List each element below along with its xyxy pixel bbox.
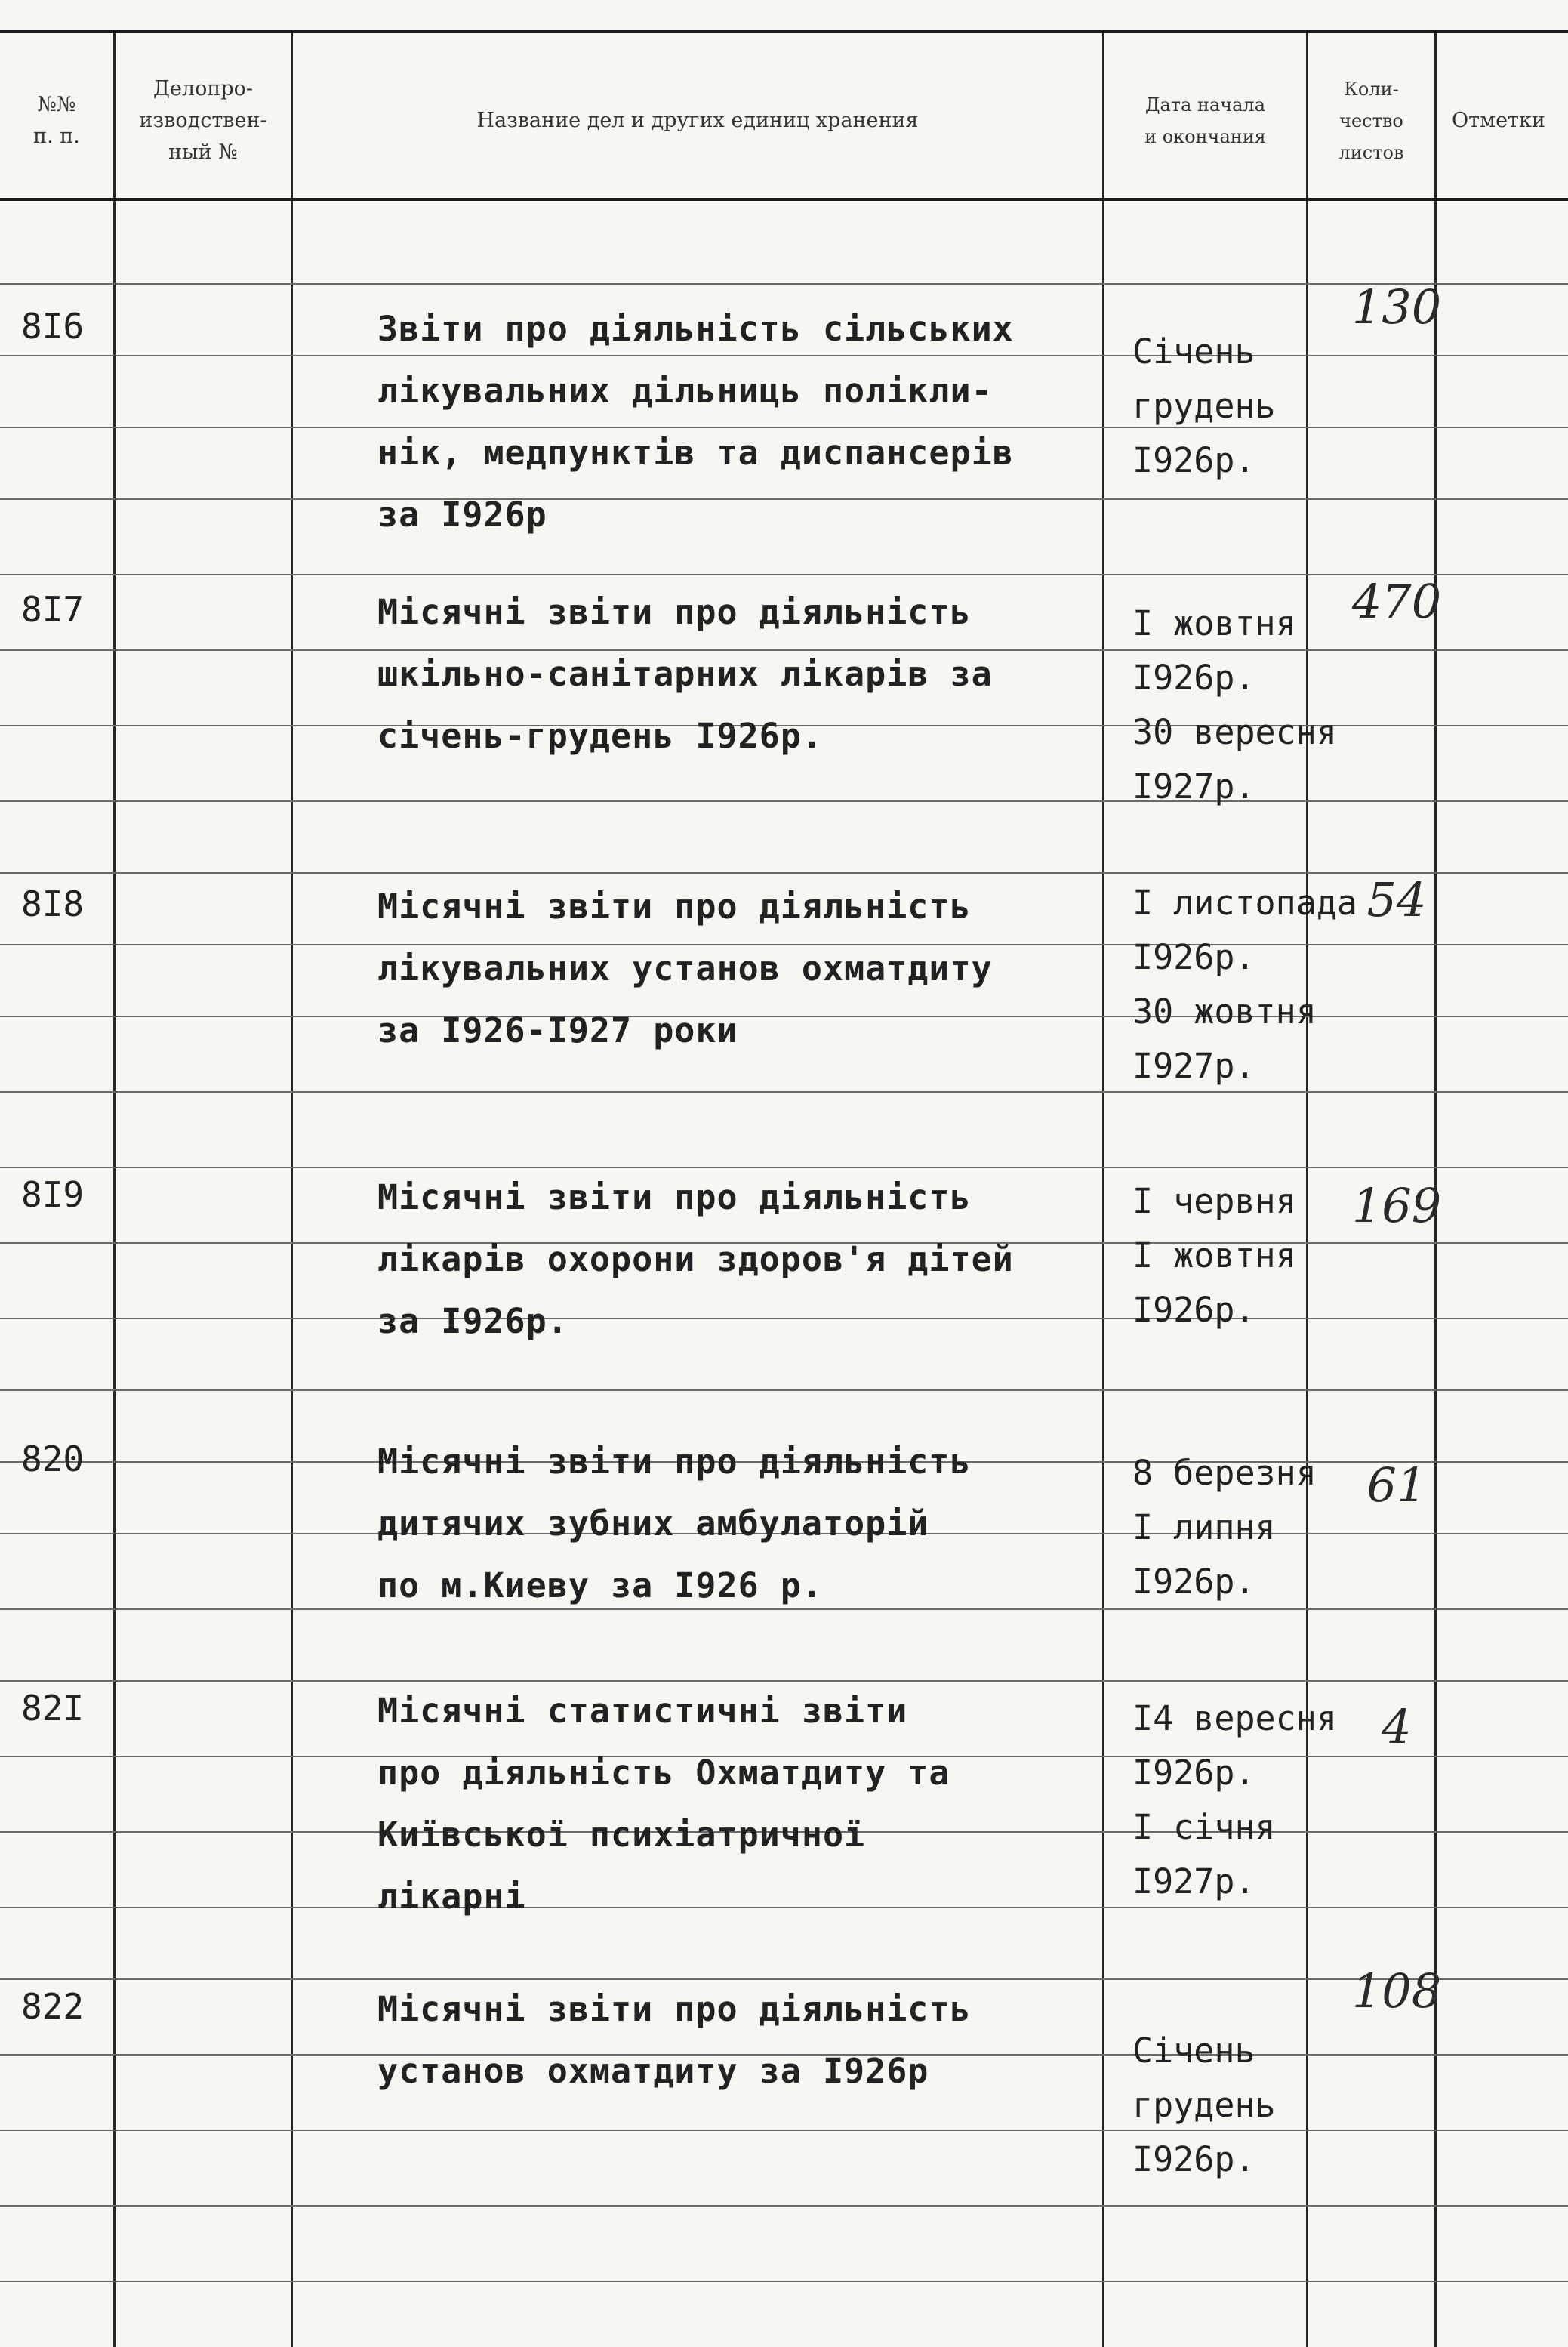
record-date-line: 30 вересня <box>1132 712 1337 752</box>
record-sheet-count: 169 <box>1351 1178 1442 1233</box>
record-sheet-count: 4 <box>1382 1699 1412 1754</box>
record-number: 8I8 <box>21 884 85 924</box>
record-dates <box>1132 1692 1359 1909</box>
record-date-line: I926р. <box>1132 440 1255 480</box>
column-rule <box>1102 30 1104 2347</box>
record-title <box>377 581 1102 767</box>
record-title-line: Місячні звіти про діяльність <box>377 1177 972 1217</box>
record-date-line: I4 вересня <box>1132 1698 1337 1738</box>
record-title-line: Місячні звіти про діяльність <box>377 592 972 632</box>
record-title <box>377 1978 1102 2102</box>
record-dates <box>1132 876 1359 1093</box>
record-number: 8I7 <box>21 589 85 630</box>
record-date-line: I926р. <box>1132 2139 1255 2179</box>
record-dates <box>1132 325 1359 488</box>
record-title-line: лікарів охорони здоров'я дітей <box>377 1239 1014 1279</box>
record-date-line: I926р. <box>1132 1562 1255 1602</box>
row-rule <box>0 2205 1568 2207</box>
row-rule <box>0 1389 1568 1391</box>
record-date-line: 30 жовтня <box>1132 992 1317 1032</box>
record-number: 822 <box>21 1986 85 2027</box>
record-sheet-count: 470 <box>1351 574 1442 629</box>
record-date-line: Січень <box>1132 332 1255 372</box>
record-title-line: Київської психіатричної <box>377 1815 866 1855</box>
header-office-number: Делопро- изводствен- ный № <box>139 77 267 164</box>
record-date-line: грудень <box>1132 2085 1276 2125</box>
record-title-line: нік, медпунктів та диспансерів <box>377 433 1014 473</box>
header-top-rule <box>0 30 1568 33</box>
record-date-line: I927р. <box>1132 766 1255 806</box>
record-title-line: лікарні <box>377 1877 526 1917</box>
record-number: 8I9 <box>21 1174 85 1215</box>
record-date-line: 8 березня <box>1132 1453 1317 1493</box>
record-title-line: січень-грудень I926р. <box>377 716 823 756</box>
record-title-line: про діяльність Охматдиту та <box>377 1753 950 1793</box>
record-number: 8I6 <box>21 306 85 347</box>
record-title <box>377 1431 1102 1617</box>
record-dates <box>1132 597 1359 814</box>
record-title-line: лікувальних дільниць полікли- <box>377 371 993 411</box>
record-title-line: Місячні звіти про діяльність <box>377 1989 972 2029</box>
record-title-line: по м.Киеву за I926 р. <box>377 1565 823 1605</box>
record-title-line: Звіти про діяльність сільських <box>377 309 1014 349</box>
row-rule <box>0 2281 1568 2282</box>
record-sheet-count: 108 <box>1351 1963 1442 2019</box>
record-date-line: I927р. <box>1132 1046 1255 1086</box>
record-dates <box>1132 2024 1359 2187</box>
record-title-line: за I926р. <box>377 1301 568 1341</box>
header-notes: Отметки <box>1452 109 1545 132</box>
header-title: Название дел и других единиц хранения <box>476 109 919 132</box>
header-dates: Дата начала и окончания <box>1144 94 1266 147</box>
record-date-line: Січень <box>1132 2031 1255 2071</box>
record-title-line: Місячні звіти про діяльність <box>377 887 972 927</box>
column-rule <box>113 30 116 2347</box>
record-date-line: I липня <box>1132 1507 1276 1547</box>
record-sheet-count: 61 <box>1366 1457 1427 1513</box>
record-date-line: I січня <box>1132 1807 1276 1847</box>
record-title-line: за I926-I927 роки <box>377 1010 738 1050</box>
record-date-line: I жовтня <box>1132 1235 1296 1275</box>
record-title <box>377 1167 1102 1352</box>
record-title-line: дитячих зубних амбулаторій <box>377 1503 929 1544</box>
record-title-line: Місячні звіти про діяльність <box>377 1442 972 1482</box>
header-count: Коли- чество листов <box>1338 79 1404 163</box>
header-number: №№ п. п. <box>33 93 80 148</box>
record-title-line: лікувальних установ охматдиту <box>377 948 993 988</box>
record-title <box>377 1680 1102 1928</box>
record-sheet-count: 54 <box>1366 872 1427 927</box>
record-date-line: I926р. <box>1132 1290 1255 1330</box>
record-date-line: грудень <box>1132 386 1276 426</box>
record-number: 82I <box>21 1688 85 1729</box>
record-title-line: Місячні статистичні звіти <box>377 1691 908 1731</box>
record-date-line: I926р. <box>1132 1753 1255 1793</box>
record-date-line: I жовтня <box>1132 603 1296 643</box>
record-title-line: установ охматдиту за I926р <box>377 2051 929 2091</box>
record-date-line: I926р. <box>1132 937 1255 977</box>
record-date-line: I червня <box>1132 1181 1296 1221</box>
record-date-line: I926р. <box>1132 658 1255 698</box>
record-number: 820 <box>21 1439 85 1479</box>
column-rule <box>291 30 293 2347</box>
record-date-line: I927р. <box>1132 1861 1255 1901</box>
record-sheet-count: 130 <box>1351 279 1442 335</box>
record-title <box>377 876 1102 1062</box>
record-dates <box>1132 1174 1359 1337</box>
header-bottom-rule <box>0 198 1568 201</box>
record-dates <box>1132 1446 1359 1609</box>
record-date-line: I листопада <box>1132 883 1358 923</box>
record-title-line: за I926р <box>377 495 547 535</box>
record-title-line: шкільно-санітарних лікарів за <box>377 654 993 694</box>
record-title <box>377 298 1102 546</box>
